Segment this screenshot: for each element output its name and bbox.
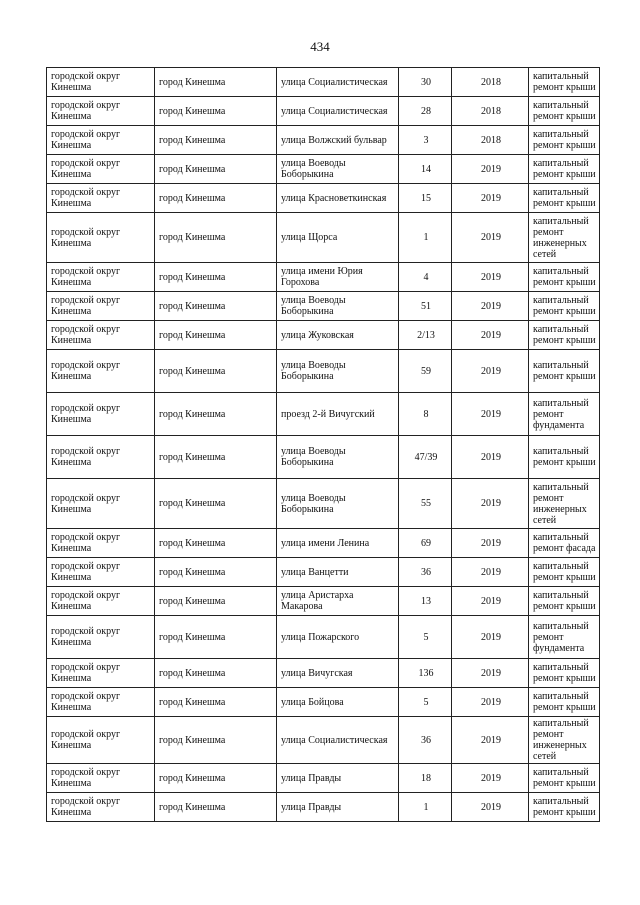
work-type-cell: капитальный ремонт инженерных сетей bbox=[529, 479, 600, 529]
street-cell: улица Аристарха Макарова bbox=[277, 587, 399, 616]
work-type-cell: капитальный ремонт крыши bbox=[529, 793, 600, 822]
table-row bbox=[47, 764, 600, 793]
work-type-cell: капитальный ремонт крыши bbox=[529, 764, 600, 793]
street-cell: улица Социалистическая bbox=[277, 97, 399, 126]
year-cell: 2019 bbox=[452, 529, 529, 558]
house-number-cell: 51 bbox=[399, 292, 452, 321]
table-row bbox=[47, 184, 600, 213]
street-cell: улица Социалистическая bbox=[277, 717, 399, 764]
municipality-cell: городской округ Кинешма bbox=[47, 263, 155, 292]
house-number-cell: 14 bbox=[399, 155, 452, 184]
table-row bbox=[47, 479, 600, 529]
street-cell: улица Воеводы Боборыкина bbox=[277, 292, 399, 321]
house-number-cell: 136 bbox=[399, 659, 452, 688]
house-number-cell: 69 bbox=[399, 529, 452, 558]
street-cell: проезд 2-й Вичугский bbox=[277, 393, 399, 436]
settlement-cell: город Кинешма bbox=[155, 393, 277, 436]
house-number-cell: 30 bbox=[399, 68, 452, 97]
table-row bbox=[47, 717, 600, 764]
municipality-cell: городской округ Кинешма bbox=[47, 793, 155, 822]
house-number-cell: 13 bbox=[399, 587, 452, 616]
table-row bbox=[47, 587, 600, 616]
table-row bbox=[47, 350, 600, 393]
settlement-cell: город Кинешма bbox=[155, 688, 277, 717]
house-number-cell: 47/39 bbox=[399, 436, 452, 479]
municipality-cell: городской округ Кинешма bbox=[47, 659, 155, 688]
table-row bbox=[47, 558, 600, 587]
municipality-cell: городской округ Кинешма bbox=[47, 393, 155, 436]
street-cell: улица Воеводы Боборыкина bbox=[277, 436, 399, 479]
municipality-cell: городской округ Кинешма bbox=[47, 529, 155, 558]
work-type-cell: капитальный ремонт крыши bbox=[529, 126, 600, 155]
work-type-cell: капитальный ремонт крыши bbox=[529, 321, 600, 350]
street-cell: улица Воеводы Боборыкина bbox=[277, 350, 399, 393]
municipality-cell: городской округ Кинешма bbox=[47, 68, 155, 97]
work-type-cell: капитальный ремонт крыши bbox=[529, 68, 600, 97]
year-cell: 2019 bbox=[452, 184, 529, 213]
municipality-cell: городской округ Кинешма bbox=[47, 97, 155, 126]
house-number-cell: 36 bbox=[399, 558, 452, 587]
table-row bbox=[47, 436, 600, 479]
settlement-cell: город Кинешма bbox=[155, 793, 277, 822]
year-cell: 2019 bbox=[452, 321, 529, 350]
work-type-cell: капитальный ремонт крыши bbox=[529, 292, 600, 321]
work-type-cell: капитальный ремонт инженерных сетей bbox=[529, 717, 600, 764]
street-cell: улица Щорса bbox=[277, 213, 399, 263]
page-number: 434 bbox=[310, 39, 330, 54]
year-cell: 2019 bbox=[452, 436, 529, 479]
street-cell: улица Ванцетти bbox=[277, 558, 399, 587]
settlement-cell: город Кинешма bbox=[155, 529, 277, 558]
municipality-cell: городской округ Кинешма bbox=[47, 350, 155, 393]
settlement-cell: город Кинешма bbox=[155, 558, 277, 587]
work-type-cell: капитальный ремонт фундамента bbox=[529, 616, 600, 659]
house-number-cell: 1 bbox=[399, 213, 452, 263]
table-row bbox=[47, 688, 600, 717]
settlement-cell: город Кинешма bbox=[155, 616, 277, 659]
year-cell: 2019 bbox=[452, 558, 529, 587]
work-type-cell: капитальный ремонт крыши bbox=[529, 659, 600, 688]
settlement-cell: город Кинешма bbox=[155, 213, 277, 263]
settlement-cell: город Кинешма bbox=[155, 350, 277, 393]
year-cell: 2019 bbox=[452, 659, 529, 688]
table-row bbox=[47, 213, 600, 263]
municipality-cell: городской округ Кинешма bbox=[47, 184, 155, 213]
year-cell: 2019 bbox=[452, 263, 529, 292]
table-row bbox=[47, 263, 600, 292]
settlement-cell: город Кинешма bbox=[155, 292, 277, 321]
settlement-cell: город Кинешма bbox=[155, 587, 277, 616]
street-cell: улица Правды bbox=[277, 764, 399, 793]
settlement-cell: город Кинешма bbox=[155, 764, 277, 793]
house-number-cell: 8 bbox=[399, 393, 452, 436]
house-number-cell: 28 bbox=[399, 97, 452, 126]
year-cell: 2019 bbox=[452, 155, 529, 184]
house-number-cell: 1 bbox=[399, 793, 452, 822]
street-cell: улица Вичугская bbox=[277, 659, 399, 688]
year-cell: 2018 bbox=[452, 97, 529, 126]
street-cell: улица Красноветкинская bbox=[277, 184, 399, 213]
table-row bbox=[47, 97, 600, 126]
municipality-cell: городской округ Кинешма bbox=[47, 479, 155, 529]
settlement-cell: город Кинешма bbox=[155, 126, 277, 155]
municipality-cell: городской округ Кинешма bbox=[47, 764, 155, 793]
house-number-cell: 5 bbox=[399, 688, 452, 717]
work-type-cell: капитальный ремонт фасада bbox=[529, 529, 600, 558]
house-number-cell: 15 bbox=[399, 184, 452, 213]
municipality-cell: городской округ Кинешма bbox=[47, 616, 155, 659]
house-number-cell: 4 bbox=[399, 263, 452, 292]
settlement-cell: город Кинешма bbox=[155, 263, 277, 292]
table-row bbox=[47, 155, 600, 184]
table-row bbox=[47, 321, 600, 350]
house-number-cell: 59 bbox=[399, 350, 452, 393]
house-number-cell: 36 bbox=[399, 717, 452, 764]
street-cell: улица Пожарского bbox=[277, 616, 399, 659]
settlement-cell: город Кинешма bbox=[155, 97, 277, 126]
work-type-cell: капитальный ремонт крыши bbox=[529, 688, 600, 717]
year-cell: 2019 bbox=[452, 292, 529, 321]
table-row bbox=[47, 793, 600, 822]
table-row bbox=[47, 393, 600, 436]
year-cell: 2019 bbox=[452, 587, 529, 616]
municipality-cell: городской округ Кинешма bbox=[47, 126, 155, 155]
table-row bbox=[47, 68, 600, 97]
house-number-cell: 18 bbox=[399, 764, 452, 793]
municipality-cell: городской округ Кинешма bbox=[47, 587, 155, 616]
municipality-cell: городской округ Кинешма bbox=[47, 717, 155, 764]
settlement-cell: город Кинешма bbox=[155, 321, 277, 350]
work-type-cell: капитальный ремонт крыши bbox=[529, 436, 600, 479]
house-number-cell: 3 bbox=[399, 126, 452, 155]
street-cell: улица имени Ленина bbox=[277, 529, 399, 558]
settlement-cell: город Кинешма bbox=[155, 155, 277, 184]
settlement-cell: город Кинешма bbox=[155, 479, 277, 529]
table-row bbox=[47, 529, 600, 558]
municipality-cell: городской округ Кинешма bbox=[47, 558, 155, 587]
street-cell: улица Воеводы Боборыкина bbox=[277, 155, 399, 184]
work-type-cell: капитальный ремонт крыши bbox=[529, 97, 600, 126]
settlement-cell: город Кинешма bbox=[155, 184, 277, 213]
street-cell: улица Жуковская bbox=[277, 321, 399, 350]
street-cell: улица Социалистическая bbox=[277, 68, 399, 97]
work-type-cell: капитальный ремонт крыши bbox=[529, 263, 600, 292]
table-row bbox=[47, 659, 600, 688]
municipality-cell: городской округ Кинешма bbox=[47, 155, 155, 184]
year-cell: 2019 bbox=[452, 717, 529, 764]
work-type-cell: капитальный ремонт крыши bbox=[529, 587, 600, 616]
house-number-cell: 5 bbox=[399, 616, 452, 659]
year-cell: 2018 bbox=[452, 68, 529, 97]
settlement-cell: город Кинешма bbox=[155, 68, 277, 97]
year-cell: 2019 bbox=[452, 793, 529, 822]
work-type-cell: капитальный ремонт крыши bbox=[529, 155, 600, 184]
year-cell: 2019 bbox=[452, 350, 529, 393]
year-cell: 2019 bbox=[452, 393, 529, 436]
table-row bbox=[47, 126, 600, 155]
housing-repair-table bbox=[46, 67, 600, 822]
street-cell: улица Правды bbox=[277, 793, 399, 822]
municipality-cell: городской округ Кинешма bbox=[47, 292, 155, 321]
street-cell: улица Волжский бульвар bbox=[277, 126, 399, 155]
work-type-cell: капитальный ремонт крыши bbox=[529, 558, 600, 587]
work-type-cell: капитальный ремонт инженерных сетей bbox=[529, 213, 600, 263]
year-cell: 2018 bbox=[452, 126, 529, 155]
house-number-cell: 55 bbox=[399, 479, 452, 529]
table-row bbox=[47, 292, 600, 321]
year-cell: 2019 bbox=[452, 213, 529, 263]
year-cell: 2019 bbox=[452, 764, 529, 793]
year-cell: 2019 bbox=[452, 479, 529, 529]
settlement-cell: город Кинешма bbox=[155, 717, 277, 764]
municipality-cell: городской округ Кинешма bbox=[47, 688, 155, 717]
street-cell: улица Бойцова bbox=[277, 688, 399, 717]
settlement-cell: город Кинешма bbox=[155, 436, 277, 479]
municipality-cell: городской округ Кинешма bbox=[47, 213, 155, 263]
table-row bbox=[47, 616, 600, 659]
work-type-cell: капитальный ремонт крыши bbox=[529, 350, 600, 393]
street-cell: улица Воеводы Боборыкина bbox=[277, 479, 399, 529]
work-type-cell: капитальный ремонт фундамента bbox=[529, 393, 600, 436]
work-type-cell: капитальный ремонт крыши bbox=[529, 184, 600, 213]
year-cell: 2019 bbox=[452, 688, 529, 717]
year-cell: 2019 bbox=[452, 616, 529, 659]
settlement-cell: город Кинешма bbox=[155, 659, 277, 688]
municipality-cell: городской округ Кинешма bbox=[47, 436, 155, 479]
house-number-cell: 2/13 bbox=[399, 321, 452, 350]
street-cell: улица имени Юрия Горохова bbox=[277, 263, 399, 292]
municipality-cell: городской округ Кинешма bbox=[47, 321, 155, 350]
